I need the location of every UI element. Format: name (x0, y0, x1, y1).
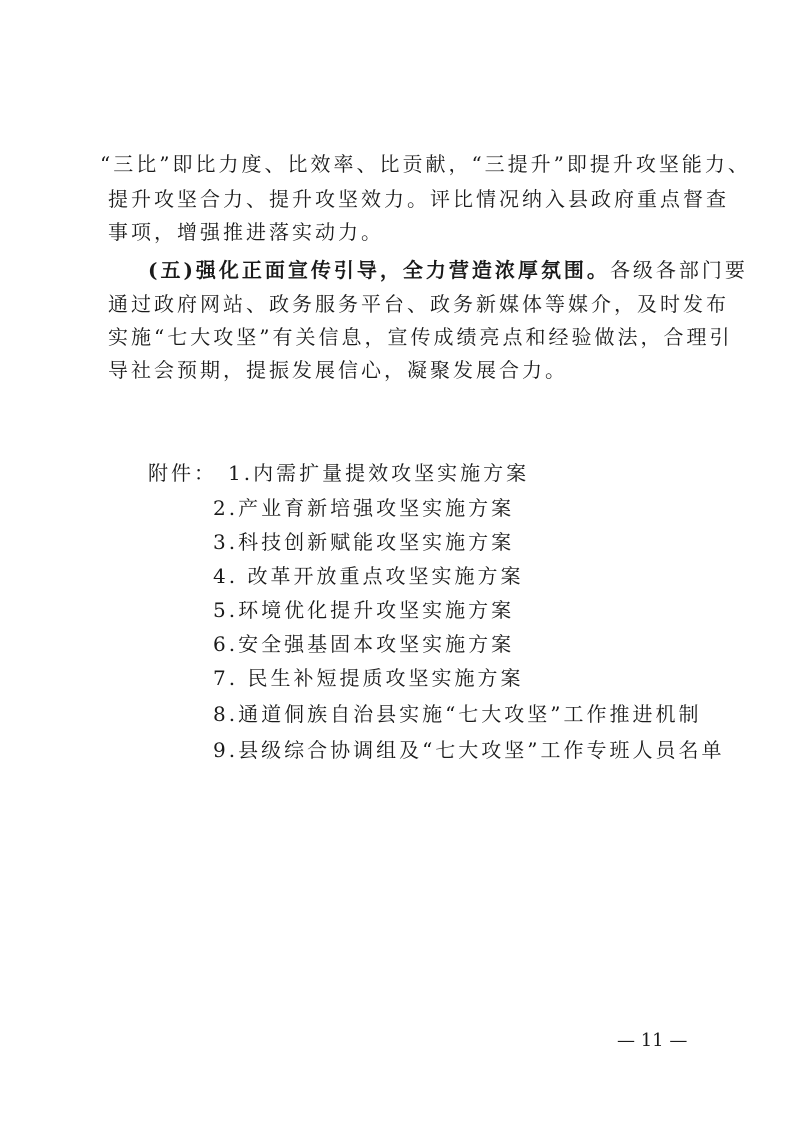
body-line-1: “三比”即比力度、比效率、比贡献，“三提升”即提升攻坚能力、 (100, 152, 751, 176)
body-line-2: 提升攻坚合力、提升攻坚效力。评比情况纳入县政府重点督查 (108, 187, 729, 211)
attachment-item-3: 3.科技创新赋能攻坚实施方案 (213, 530, 515, 554)
attachment-item-9: 9.县级综合协调组及“七大攻坚”工作专班人员名单 (213, 738, 725, 762)
attachment-item-7: 7. 民生补短提质攻坚实施方案 (213, 666, 524, 690)
body-line-3: 事项，增强推进落实动力。 (108, 220, 384, 244)
attachment-item-2: 2.产业育新培强攻坚实施方案 (213, 496, 515, 520)
attachment-item-1: 1.内需扩量提效攻坚实施方案 (228, 461, 530, 485)
attachment-item-6: 6.安全强基固本攻坚实施方案 (213, 632, 515, 656)
attachment-item-4: 4. 改革开放重点攻坚实施方案 (213, 564, 524, 588)
section-5-line-3: 实施“七大攻坚”有关信息，宣传成绩亮点和经验做法，合理引 (108, 325, 733, 349)
attachments-label: 附件： (148, 461, 217, 485)
page-number: — 11 — (617, 1030, 688, 1051)
section-5-line-4: 导社会预期，提振发展信心，凝聚发展合力。 (108, 358, 568, 382)
attachment-item-5: 5.环境优化提升攻坚实施方案 (213, 598, 515, 622)
section-5-line-2: 通过政府网站、政务服务平台、政务新媒体等媒介，及时发布 (108, 292, 729, 316)
attachment-item-8: 8.通道侗族自治县实施“七大攻坚”工作推进机制 (213, 702, 702, 726)
section-5-text: 各级各部门要 (609, 258, 748, 282)
section-5-heading: (五)强化正面宣传引导，全力营造浓厚氛围。 (148, 258, 610, 282)
section-5-first-line (148, 256, 748, 284)
